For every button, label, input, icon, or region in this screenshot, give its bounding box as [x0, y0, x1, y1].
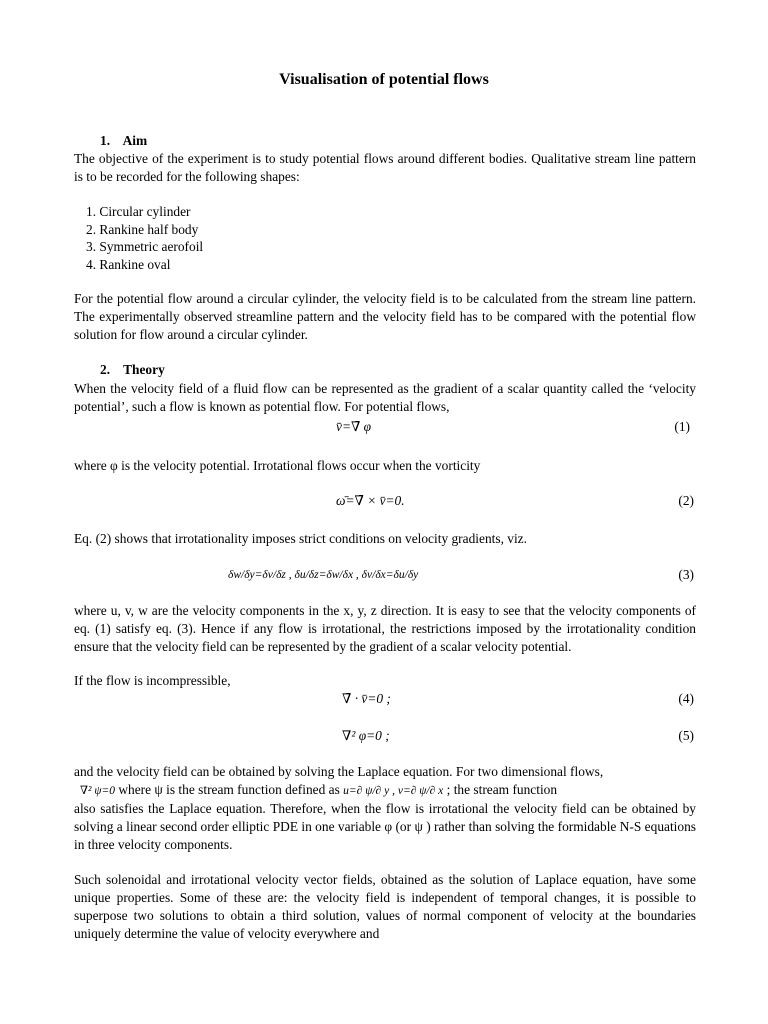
equation-expression: v̄=∇̄ φ: [336, 419, 372, 434]
section-number: 1.: [100, 133, 111, 148]
document-title: Visualisation of potential flows: [279, 71, 489, 88]
inline-text: where ψ is the stream function defined as: [115, 782, 344, 797]
section-title: Aim: [122, 133, 148, 148]
inline-equation: ∇² ψ=0: [80, 785, 116, 797]
theory-paragraph-2: where φ is the velocity potential. Irrotational flows occur when the vorticity: [74, 458, 481, 473]
theory-paragraph-4: where u, v, w are the velocity components in the x, y, z direction. It is easy to see that the velocity components of eq. (1) satisfy eq. (3). Hence if any flow is irrotational, the restrictions imposed by the irrotationality condition ensure that the velocity field can be represented by the gradient of a scalar velocity potential.: [74, 603, 696, 654]
theory-paragraph-3: Eq. (2) shows that irrotationality imposes strict conditions on velocity gradients, viz.: [74, 531, 527, 546]
theory-paragraph-6b: also satisfies the Laplace equation. Therefore, when the flow is irrotational the velocity field can be obtained by solving a linear second order elliptic PDE in one variable φ (or ψ ) rather than solving the formidable N-S equations in three velocity components.: [74, 801, 696, 852]
equation-expression: ∇̄ · v̄=0 ;: [342, 691, 391, 706]
theory-paragraph-6a: and the velocity field can be obtained by solving the Laplace equation. For two dimensional flows,: [74, 764, 604, 779]
equation-4: [74, 690, 696, 710]
list-item: 2. Rankine half body: [86, 221, 199, 237]
section-title: Theory: [123, 362, 165, 377]
theory-paragraph-1: When the velocity field of a fluid flow can be represented as the gradient of a scalar quantity called the ‘velocity potential’, such a flow is known as potential flow. For potential flows,: [74, 381, 696, 414]
equation-number: (4): [678, 691, 694, 706]
list-item: 1. Circular cylinder: [86, 204, 191, 219]
equation-3: [74, 566, 696, 586]
inline-equation: u=∂ ψ/∂ y , v=∂ ψ/∂ x: [343, 785, 444, 797]
section-heading-theory: [100, 361, 165, 379]
list-item: 3. Symmetric aerofoil: [86, 239, 204, 254]
equation-5: [74, 727, 696, 747]
theory-paragraph-6-inline: [80, 781, 696, 800]
section-heading-aim: [100, 132, 147, 150]
equation-number: (2): [678, 493, 694, 508]
list-item: 4. Rankine oval: [86, 256, 171, 272]
equation-number: (5): [678, 728, 694, 743]
equation-expression: ∇² φ=0 ;: [342, 728, 390, 743]
inline-text: ; the stream function: [443, 782, 558, 797]
equation-1: [74, 418, 696, 438]
theory-paragraph-7: Such solenoidal and irrotational velocity vector fields, obtained as the solution of Laplace equation, have some unique properties. Some of these are: the velocity field is independent of temporal changes, it is possible to superpose two solutions to obtain a third solution, values of normal component of velocity at the boundaries uniquely determine the value of velocity everywhere and: [74, 872, 696, 941]
equation-number: (1): [674, 419, 690, 434]
equation-expression: δw/δy=δv/δz , δu/δz=δw/δx , δv/δx=δu/δy: [228, 569, 419, 581]
equation-expression: ω̄=∇̄ × v̄=0.: [336, 493, 405, 508]
aim-closing-paragraph: For the potential flow around a circular cylinder, the velocity field is to be calculated from the stream line pattern. The experimentally observed streamline pattern and the velocity field has to be compared with the potential flow solution for flow around a circular cylinder.: [74, 291, 696, 342]
theory-paragraph-5: If the flow is incompressible,: [74, 673, 231, 688]
section-number: 2.: [100, 362, 111, 377]
shapes-list: [86, 203, 203, 273]
equation-2: [74, 492, 696, 512]
aim-intro-paragraph: The objective of the experiment is to study potential flows around different bodies. Qualitative stream line pattern is to be recorded for the following shapes:: [74, 151, 696, 184]
equation-number: (3): [678, 567, 694, 582]
